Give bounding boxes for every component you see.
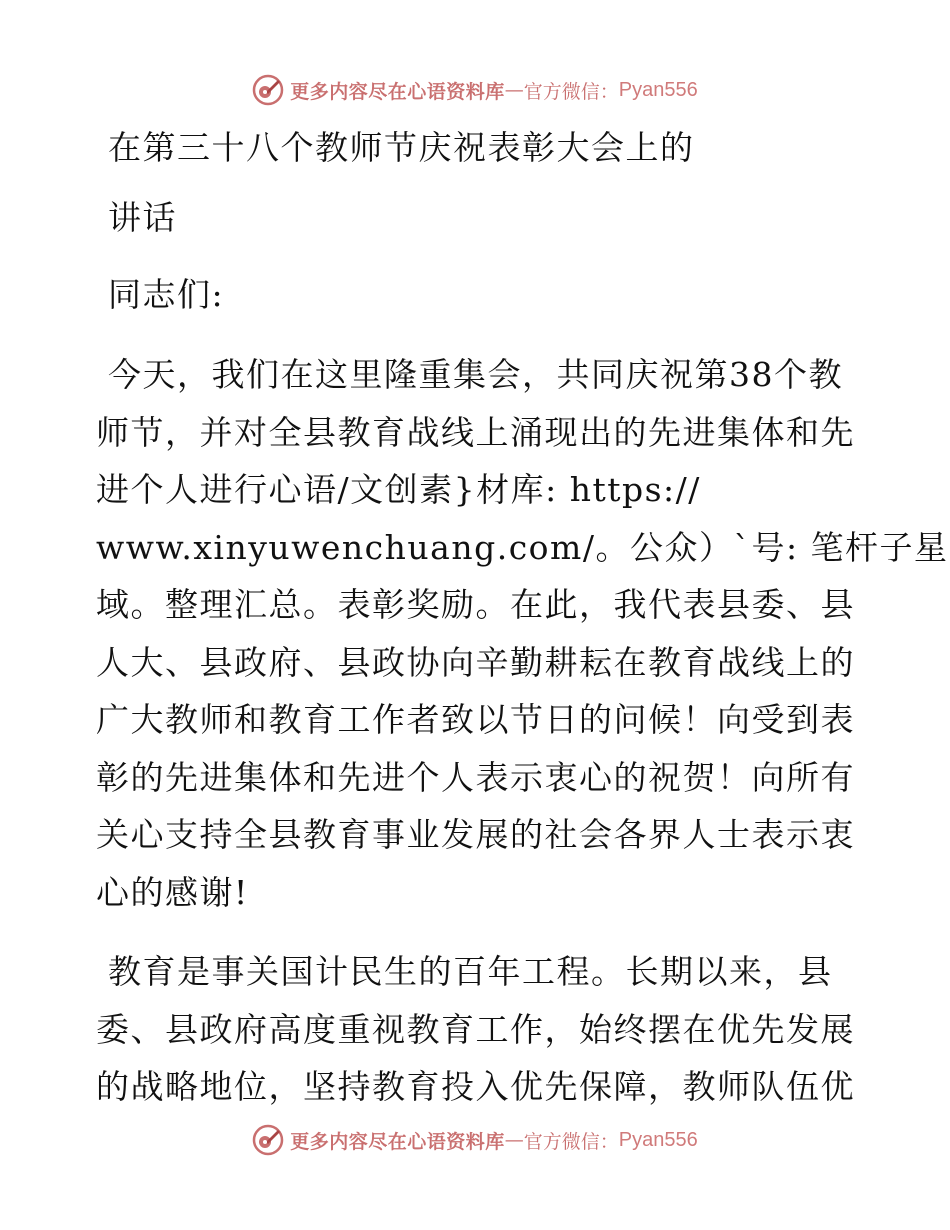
pen-logo-icon [252, 1124, 284, 1156]
watermark-wechat-id: Pyan556 [618, 78, 698, 101]
watermark-separator: — [504, 79, 524, 101]
greeting: 同志们: [108, 275, 225, 314]
paragraph-line: 委、县政府高度重视教育工作，始终摆在优先发展 [96, 1009, 855, 1049]
watermark-text: 更多内容尽在心语资料库 [290, 1130, 505, 1153]
paragraph-line: 今天，我们在这里隆重集会，共同庆祝第38个教 [108, 355, 843, 394]
paragraph-line: 人大、县政府、县政协向辛勤耕耘在教育战线上的 [96, 642, 855, 682]
paragraph-line: 心的感谢! [96, 872, 249, 912]
document-title-line-2: 讲话 [108, 198, 177, 237]
paragraph-line: 师节，并对全县教育战线上涌现出的先进集体和先 [96, 412, 855, 452]
paragraph-line: 进个人进行心语/文创素}材库: https:// [96, 470, 701, 509]
paragraph-1 [96, 346, 949, 921]
paragraph-line: www.xinyuwenchuang.com/。公众）`号: 笔杆子星 [96, 527, 949, 567]
paragraph-line: 广大教师和教育工作者致以节日的问候！向受到表 [96, 700, 855, 739]
watermark-wechat-label: 官方微信： [523, 1130, 619, 1153]
document-body [96, 122, 949, 1116]
footer-watermark [0, 1120, 950, 1160]
watermark-separator: — [504, 1129, 524, 1151]
pen-logo-icon [252, 74, 284, 106]
paragraph-line: 关心支持全县教育事业发展的社会各界人士表示衷 [96, 815, 855, 854]
paragraph-line: 教育是事关国计民生的百年工程。长期以来，县 [108, 952, 833, 991]
watermark-wechat-label: 官方微信： [523, 80, 619, 103]
paragraph-line: 的战略地位，坚持教育投入优先保障，教师队伍优 [96, 1067, 855, 1106]
header-watermark [0, 70, 950, 110]
document-title-line-1: 在第三十八个教师节庆祝表彰大会上的 [108, 128, 695, 167]
paragraph-line: 彰的先进集体和先进个人表示衷心的祝贺！向所有 [96, 757, 855, 797]
paragraph-2 [96, 943, 855, 1116]
paragraph-line: 域。整理汇总。表彰奖励。在此，我代表县委、县 [96, 585, 855, 624]
watermark-wechat-id: Pyan556 [618, 1128, 698, 1151]
watermark-text: 更多内容尽在心语资料库 [290, 80, 505, 103]
